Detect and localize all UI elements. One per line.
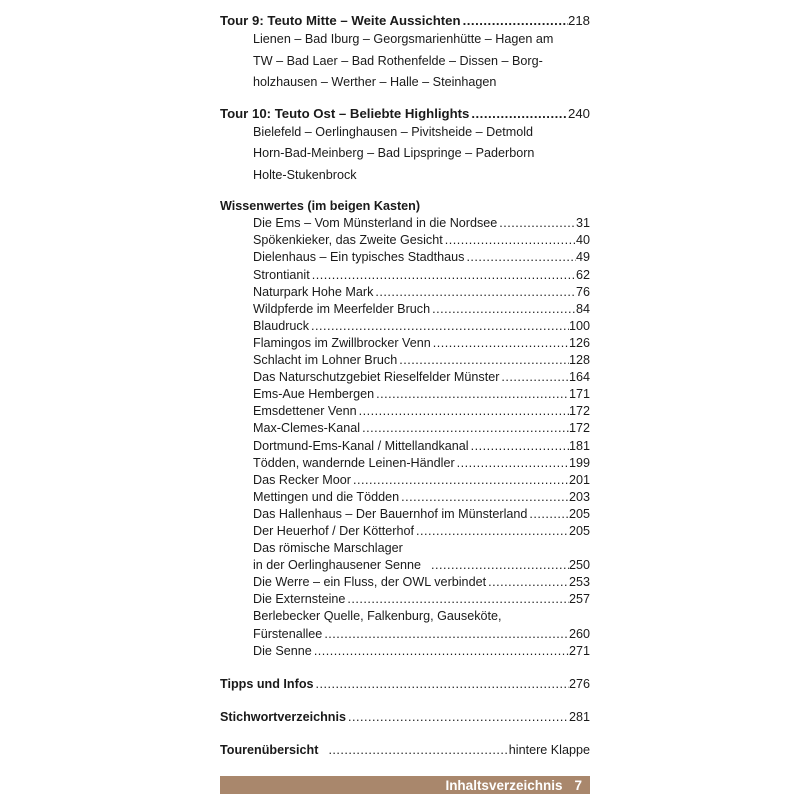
leader-dots	[322, 626, 569, 643]
leader-dots	[309, 318, 569, 335]
entry-title: Dielenhaus – Ein typisches Stadthaus	[253, 250, 465, 265]
leader-dots	[310, 267, 576, 284]
list-item	[220, 403, 590, 420]
entry-title: Schlacht im Lohner Bruch	[253, 353, 398, 368]
leader-dots	[469, 105, 568, 122]
leader-dots	[312, 643, 569, 660]
entry-title: Flamingos im Zwillbrocker Venn	[253, 335, 431, 350]
entry-page: 205	[568, 523, 590, 538]
toc-title: Tour 10: Teuto Ost – Beliebte Highlights	[220, 105, 470, 121]
entry-page: 271	[568, 643, 590, 658]
tour-description-line: Holte-Stukenbrock	[253, 167, 357, 182]
list-item	[220, 420, 590, 437]
entry-page: 40	[575, 233, 590, 248]
leader-dots	[360, 420, 569, 437]
list-item	[220, 438, 590, 455]
entry-page: 199	[568, 455, 590, 470]
tour-description-line: holzhausen – Werther – Halle – Steinhagen	[253, 75, 497, 90]
entry-page: 250	[568, 558, 590, 573]
leader-dots	[443, 232, 576, 249]
entry-page: 203	[568, 489, 590, 504]
leader-dots	[421, 557, 569, 574]
entry-title: Emsdettener Venn	[253, 404, 357, 419]
entry-page: 76	[575, 284, 590, 299]
entry-title: Ems-Aue Hembergen	[253, 387, 375, 402]
entry-page: 253	[568, 575, 590, 590]
entry-page: 172	[568, 421, 590, 436]
entry-title: in der Oerlinghausener Senne	[253, 558, 422, 573]
entry-title-line: Das römische Marschlager	[253, 541, 403, 556]
list-item	[220, 626, 590, 643]
list-item	[220, 352, 590, 369]
toc-entry-touren	[220, 742, 590, 759]
section-heading: Wissenwertes (im beigen Kasten)	[220, 199, 421, 214]
entry-title: Die Externsteine	[253, 592, 346, 607]
leader-dots	[499, 369, 569, 386]
list-item	[220, 557, 590, 574]
toc-page: 281	[568, 709, 590, 724]
entry-title: Die Senne	[253, 643, 312, 658]
list-item	[220, 506, 590, 523]
footer-label: Inhaltsverzeichnis	[445, 777, 563, 793]
list-item	[220, 335, 590, 352]
toc-entry-tipps	[220, 676, 590, 693]
entry-page: 260	[568, 626, 590, 641]
leader-dots	[527, 506, 569, 523]
entry-page: 62	[575, 267, 590, 282]
entry-title: Das Naturschutzgebiet Rieselfelder Münster	[253, 370, 500, 385]
leader-dots	[399, 489, 569, 506]
toc-entry-stichwort	[220, 709, 590, 726]
list-item	[220, 284, 590, 301]
list-item	[220, 472, 590, 489]
leader-dots	[414, 523, 569, 540]
section-heading-wissenwertes	[220, 198, 590, 215]
toc-title: Stichwortverzeichnis	[220, 709, 346, 724]
list-item	[220, 523, 590, 540]
leader-dots	[497, 215, 576, 232]
entry-page: 126	[568, 335, 590, 350]
list-item	[220, 318, 590, 335]
toc-title: Tour 9: Teuto Mitte – Weite Aussichten	[220, 13, 461, 28]
tour-description-line: TW – Bad Laer – Bad Rothenfelde – Dissen – Borg-	[253, 53, 543, 68]
table-of-contents	[220, 12, 590, 759]
entry-page: 172	[568, 404, 590, 419]
entry-title: Dortmund-Ems-Kanal / Mittellandkanal	[253, 438, 469, 453]
leader-dots	[486, 574, 569, 591]
entry-title: Das Recker Moor	[253, 472, 351, 487]
toc-page: 240	[567, 105, 590, 121]
entry-page: 171	[568, 387, 590, 402]
leader-dots	[397, 352, 569, 369]
entry-title: Fürstenallee	[253, 626, 323, 641]
entry-title: Tödden, wandernde Leinen-Händler	[253, 455, 455, 470]
leader-dots	[464, 249, 576, 266]
leader-dots	[318, 742, 508, 759]
entry-title: Mettingen und die Tödden	[253, 489, 400, 504]
toc-page: 276	[568, 676, 590, 691]
entry-title: Max-Clemes-Kanal	[253, 421, 361, 436]
entry-title: Der Heuerhof / Der Kötterhof	[253, 523, 414, 538]
list-item	[220, 301, 590, 318]
list-item	[220, 215, 590, 232]
page-footer-bar	[220, 776, 590, 794]
list-item	[220, 574, 590, 591]
entry-page: 49	[575, 250, 590, 265]
toc-title: Tipps und Infos	[220, 676, 314, 691]
entry-title: Wildpferde im Meerfelder Bruch	[253, 301, 431, 316]
list-item	[220, 591, 590, 608]
toc-entry-tour-9	[220, 12, 590, 29]
leader-dots	[431, 335, 569, 352]
toc-entry-tour-10	[220, 105, 590, 122]
entry-title: Blaudruck	[253, 318, 310, 333]
tour-description-line: Lienen – Bad Iburg – Georgsmarienhütte – Hagen am	[253, 32, 554, 47]
entry-page: 164	[568, 370, 590, 385]
leader-dots	[345, 591, 569, 608]
entry-page: 201	[568, 472, 590, 487]
list-item	[220, 267, 590, 284]
leader-dots	[469, 438, 569, 455]
leader-dots	[430, 301, 576, 318]
entry-title-line: Berlebecker Quelle, Falkenburg, Gauseköte,	[253, 609, 502, 624]
entry-title: Naturpark Hohe Mark	[253, 284, 374, 299]
entry-page: 31	[575, 216, 590, 231]
list-item	[220, 369, 590, 386]
leader-dots	[351, 472, 569, 489]
entry-page: 257	[568, 592, 590, 607]
entry-page: 84	[575, 301, 590, 316]
list-item	[220, 386, 590, 403]
entry-title: Das Hallenhaus – Der Bauernhof im Münsterland	[253, 506, 528, 521]
list-item	[220, 232, 590, 249]
list-item	[220, 643, 590, 660]
list-item	[220, 249, 590, 266]
list-item	[220, 489, 590, 506]
tour-description-line: Horn-Bad-Meinberg – Bad Lipspringe – Paderborn	[253, 146, 535, 161]
wissen-entries	[220, 215, 590, 659]
leader-dots	[374, 386, 569, 403]
leader-dots	[455, 455, 569, 472]
tour-description-line: Bielefeld – Oerlinghausen – Pivitsheide – Detmold	[253, 124, 534, 139]
list-item	[220, 455, 590, 472]
entry-title: Strontianit	[253, 267, 310, 282]
leader-dots	[373, 284, 576, 301]
entry-page: 181	[568, 438, 590, 453]
entry-title: Spökenkieker, das Zweite Gesicht	[253, 233, 443, 248]
toc-page: 218	[567, 13, 590, 28]
leader-dots	[461, 12, 568, 29]
toc-page: hintere Klappe	[508, 742, 590, 757]
entry-page: 205	[568, 506, 590, 521]
page-number: 7	[574, 777, 582, 793]
leader-dots	[357, 403, 569, 420]
entry-title: Die Ems – Vom Münsterland in die Nordsee	[253, 216, 498, 231]
entry-page: 100	[568, 318, 590, 333]
entry-title: Die Werre – ein Fluss, der OWL verbindet	[253, 575, 487, 590]
leader-dots	[346, 709, 569, 726]
leader-dots	[314, 676, 569, 693]
toc-title: Tourenübersicht	[220, 742, 319, 757]
entry-page: 128	[568, 353, 590, 368]
